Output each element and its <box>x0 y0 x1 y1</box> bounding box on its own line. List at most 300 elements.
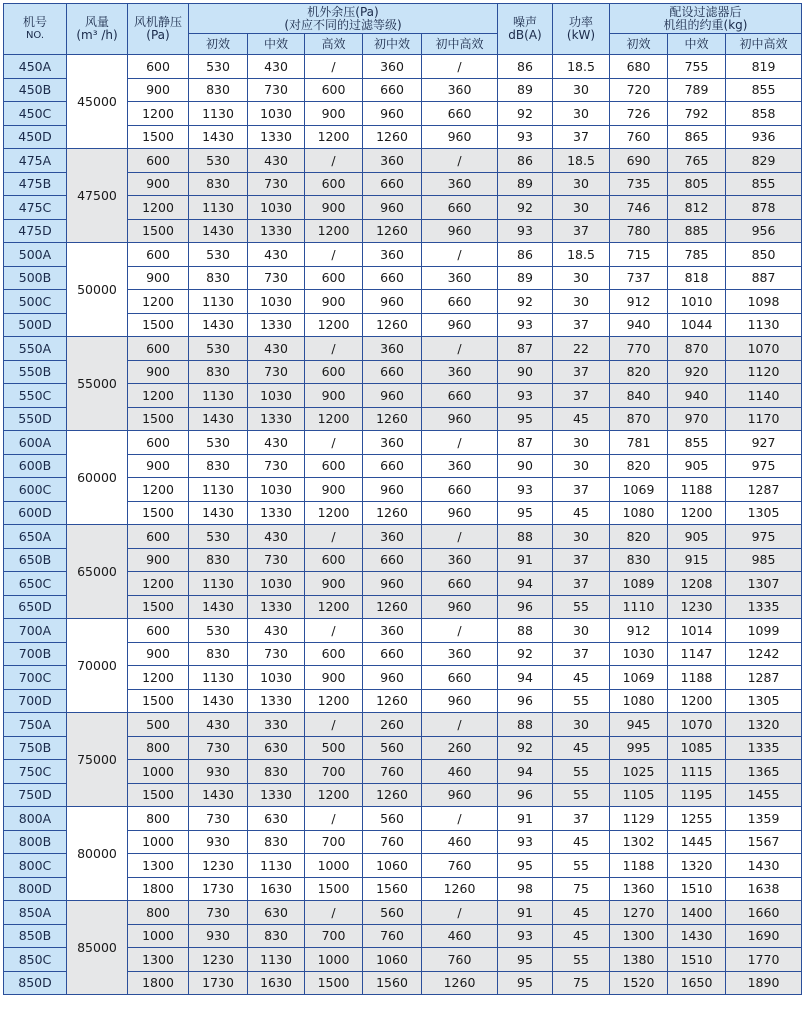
header-airflow-unit: (m³ /h) <box>76 28 118 42</box>
weight-cell: 840 <box>610 384 668 408</box>
weight-cell: 785 <box>668 243 726 267</box>
noise-cell: 93 <box>498 924 553 948</box>
power-cell: 30 <box>553 290 610 314</box>
external-pressure-cell: 660 <box>363 78 422 102</box>
power-cell: 37 <box>553 572 610 596</box>
external-pressure-cell: 600 <box>305 266 363 290</box>
external-pressure-cell: 700 <box>305 760 363 784</box>
power-cell: 30 <box>553 78 610 102</box>
static-pressure-cell: 1000 <box>128 924 189 948</box>
table-row <box>4 901 802 925</box>
static-pressure-cell: 1000 <box>128 830 189 854</box>
external-pressure-cell: 1130 <box>248 948 305 972</box>
weight-cell: 1230 <box>668 595 726 619</box>
weight-cell: 975 <box>726 525 802 549</box>
weight-cell: 780 <box>610 219 668 243</box>
external-pressure-cell: 830 <box>248 830 305 854</box>
external-pressure-cell: 360 <box>363 431 422 455</box>
external-pressure-cell: / <box>422 901 498 925</box>
weight-cell: 940 <box>610 313 668 337</box>
noise-cell: 86 <box>498 243 553 267</box>
noise-cell: 90 <box>498 454 553 478</box>
external-pressure-cell: 830 <box>189 266 248 290</box>
external-pressure-cell: 1260 <box>363 783 422 807</box>
power-cell: 45 <box>553 407 610 431</box>
header-ext-level: 初中效 <box>363 34 422 55</box>
external-pressure-cell: 1130 <box>189 384 248 408</box>
external-pressure-cell: 660 <box>363 172 422 196</box>
external-pressure-cell: 660 <box>363 266 422 290</box>
external-pressure-cell: 1430 <box>189 125 248 149</box>
external-pressure-cell: 730 <box>248 78 305 102</box>
noise-cell: 95 <box>498 854 553 878</box>
header-power <box>553 4 610 55</box>
weight-cell: 781 <box>610 431 668 455</box>
weight-cell: 726 <box>610 102 668 126</box>
weight-cell: 1098 <box>726 290 802 314</box>
external-pressure-cell: 1330 <box>248 407 305 431</box>
external-pressure-cell: 830 <box>189 548 248 572</box>
power-cell: 30 <box>553 172 610 196</box>
noise-cell: 86 <box>498 55 553 79</box>
model-cell: 700C <box>4 666 67 690</box>
weight-cell: 1455 <box>726 783 802 807</box>
external-pressure-cell: 1260 <box>363 501 422 525</box>
external-pressure-cell: 660 <box>363 642 422 666</box>
external-pressure-cell: 530 <box>189 55 248 79</box>
external-pressure-cell: 500 <box>305 736 363 760</box>
external-pressure-cell: 830 <box>248 924 305 948</box>
weight-cell: 746 <box>610 196 668 220</box>
model-cell: 450D <box>4 125 67 149</box>
external-pressure-cell: / <box>305 149 363 173</box>
weight-cell: 855 <box>726 78 802 102</box>
static-pressure-cell: 1500 <box>128 219 189 243</box>
model-cell: 475A <box>4 149 67 173</box>
external-pressure-cell: 1630 <box>248 971 305 995</box>
external-pressure-cell: 1130 <box>189 478 248 502</box>
power-cell: 55 <box>553 689 610 713</box>
static-pressure-cell: 1200 <box>128 196 189 220</box>
header-external <box>189 4 498 34</box>
header-weight-level: 初中高效 <box>726 34 802 55</box>
header-airflow-label: 风量 <box>84 15 109 29</box>
weight-cell: 1208 <box>668 572 726 596</box>
power-cell: 45 <box>553 736 610 760</box>
header-static-label: 风机静压 <box>133 15 182 29</box>
model-cell: 650C <box>4 572 67 596</box>
external-pressure-cell: 430 <box>248 619 305 643</box>
power-cell: 30 <box>553 102 610 126</box>
external-pressure-cell: 660 <box>363 548 422 572</box>
weight-cell: 1335 <box>726 736 802 760</box>
model-group <box>4 807 802 901</box>
airflow-cell: 70000 <box>67 619 128 713</box>
airflow-cell: 47500 <box>67 149 128 243</box>
weight-cell: 818 <box>668 266 726 290</box>
external-pressure-cell: 960 <box>363 196 422 220</box>
noise-cell: 95 <box>498 971 553 995</box>
model-group <box>4 901 802 995</box>
external-pressure-cell: 1330 <box>248 689 305 713</box>
external-pressure-cell: 360 <box>363 525 422 549</box>
weight-cell: 956 <box>726 219 802 243</box>
external-pressure-cell: 1030 <box>248 196 305 220</box>
external-pressure-cell: 700 <box>305 924 363 948</box>
weight-cell: 1070 <box>668 713 726 737</box>
weight-cell: 936 <box>726 125 802 149</box>
model-cell: 450C <box>4 102 67 126</box>
noise-cell: 93 <box>498 384 553 408</box>
weight-cell: 1044 <box>668 313 726 337</box>
model-cell: 800A <box>4 807 67 831</box>
external-pressure-cell: 560 <box>363 807 422 831</box>
power-cell: 22 <box>553 337 610 361</box>
external-pressure-cell: 360 <box>363 55 422 79</box>
weight-cell: 715 <box>610 243 668 267</box>
external-pressure-cell: 1330 <box>248 501 305 525</box>
external-pressure-cell: 360 <box>363 337 422 361</box>
noise-cell: 89 <box>498 266 553 290</box>
noise-cell: 89 <box>498 172 553 196</box>
table-header <box>4 4 802 55</box>
weight-cell: 885 <box>668 219 726 243</box>
external-pressure-cell: 360 <box>363 149 422 173</box>
external-pressure-cell: 1030 <box>248 290 305 314</box>
table-row <box>4 807 802 831</box>
power-cell: 30 <box>553 196 610 220</box>
external-pressure-cell: 430 <box>248 55 305 79</box>
external-pressure-cell: 1200 <box>305 125 363 149</box>
model-cell: 600B <box>4 454 67 478</box>
power-cell: 55 <box>553 948 610 972</box>
noise-cell: 92 <box>498 736 553 760</box>
external-pressure-cell: / <box>422 337 498 361</box>
external-pressure-cell: / <box>422 713 498 737</box>
power-cell: 45 <box>553 501 610 525</box>
external-pressure-cell: 460 <box>422 830 498 854</box>
external-pressure-cell: 960 <box>422 219 498 243</box>
noise-cell: 86 <box>498 149 553 173</box>
weight-cell: 1567 <box>726 830 802 854</box>
weight-cell: 1510 <box>668 877 726 901</box>
external-pressure-cell: / <box>422 243 498 267</box>
weight-cell: 1080 <box>610 689 668 713</box>
external-pressure-cell: 1130 <box>189 196 248 220</box>
airflow-cell: 60000 <box>67 431 128 525</box>
power-cell: 30 <box>553 454 610 478</box>
external-pressure-cell: 630 <box>248 736 305 760</box>
static-pressure-cell: 1200 <box>128 666 189 690</box>
external-pressure-cell: 960 <box>363 102 422 126</box>
spec-table <box>3 3 802 995</box>
noise-cell: 93 <box>498 830 553 854</box>
weight-cell: 829 <box>726 149 802 173</box>
weight-cell: 805 <box>668 172 726 196</box>
power-cell: 30 <box>553 713 610 737</box>
external-pressure-cell: 1200 <box>305 313 363 337</box>
weight-cell: 1080 <box>610 501 668 525</box>
external-pressure-cell: 630 <box>248 901 305 925</box>
external-pressure-cell: 360 <box>422 266 498 290</box>
weight-cell: 927 <box>726 431 802 455</box>
static-pressure-cell: 1500 <box>128 125 189 149</box>
weight-cell: 1130 <box>726 313 802 337</box>
weight-cell: 1770 <box>726 948 802 972</box>
external-pressure-cell: 830 <box>189 642 248 666</box>
external-pressure-cell: 600 <box>305 78 363 102</box>
external-pressure-cell: 1330 <box>248 595 305 619</box>
noise-cell: 92 <box>498 290 553 314</box>
external-pressure-cell: 1130 <box>189 666 248 690</box>
weight-cell: 1335 <box>726 595 802 619</box>
weight-cell: 1520 <box>610 971 668 995</box>
external-pressure-cell: 900 <box>305 478 363 502</box>
static-pressure-cell: 800 <box>128 807 189 831</box>
weight-cell: 1147 <box>668 642 726 666</box>
model-group <box>4 525 802 619</box>
external-pressure-cell: 900 <box>305 666 363 690</box>
weight-cell: 1140 <box>726 384 802 408</box>
static-pressure-cell: 600 <box>128 55 189 79</box>
external-pressure-cell: 830 <box>189 360 248 384</box>
external-pressure-cell: 760 <box>422 854 498 878</box>
weight-cell: 1287 <box>726 478 802 502</box>
external-pressure-cell: 600 <box>305 454 363 478</box>
weight-cell: 1307 <box>726 572 802 596</box>
static-pressure-cell: 500 <box>128 713 189 737</box>
external-pressure-cell: 630 <box>248 807 305 831</box>
power-cell: 37 <box>553 219 610 243</box>
external-pressure-cell: 900 <box>305 290 363 314</box>
model-cell: 700B <box>4 642 67 666</box>
noise-cell: 91 <box>498 901 553 925</box>
external-pressure-cell: 1630 <box>248 877 305 901</box>
external-pressure-cell: 600 <box>305 360 363 384</box>
weight-cell: 830 <box>610 548 668 572</box>
external-pressure-cell: 600 <box>305 548 363 572</box>
external-pressure-cell: 660 <box>422 478 498 502</box>
noise-cell: 93 <box>498 219 553 243</box>
external-pressure-cell: 1060 <box>363 948 422 972</box>
external-pressure-cell: 960 <box>422 501 498 525</box>
external-pressure-cell: 730 <box>189 807 248 831</box>
header-noise <box>498 4 553 55</box>
weight-cell: 1070 <box>726 337 802 361</box>
external-pressure-cell: 1200 <box>305 407 363 431</box>
external-pressure-cell: / <box>305 901 363 925</box>
noise-cell: 87 <box>498 431 553 455</box>
external-pressure-cell: 1000 <box>305 948 363 972</box>
noise-cell: 95 <box>498 948 553 972</box>
weight-cell: 1089 <box>610 572 668 596</box>
model-group <box>4 431 802 525</box>
noise-cell: 95 <box>498 501 553 525</box>
external-pressure-cell: 530 <box>189 431 248 455</box>
header-power-label: 功率 <box>568 15 593 29</box>
weight-cell: 1014 <box>668 619 726 643</box>
external-pressure-cell: 1000 <box>305 854 363 878</box>
external-pressure-cell: 1330 <box>248 125 305 149</box>
external-pressure-cell: 1130 <box>189 290 248 314</box>
noise-cell: 93 <box>498 478 553 502</box>
static-pressure-cell: 1800 <box>128 877 189 901</box>
weight-cell: 1320 <box>726 713 802 737</box>
weight-cell: 1255 <box>668 807 726 831</box>
model-cell: 500C <box>4 290 67 314</box>
table-row <box>4 619 802 643</box>
weight-cell: 720 <box>610 78 668 102</box>
external-pressure-cell: 1030 <box>248 572 305 596</box>
external-pressure-cell: 360 <box>363 619 422 643</box>
weight-cell: 1430 <box>668 924 726 948</box>
external-pressure-cell: 1330 <box>248 219 305 243</box>
noise-cell: 95 <box>498 407 553 431</box>
weight-cell: 1170 <box>726 407 802 431</box>
weight-cell: 1242 <box>726 642 802 666</box>
noise-cell: 92 <box>498 196 553 220</box>
external-pressure-cell: 760 <box>422 948 498 972</box>
weight-cell: 1105 <box>610 783 668 807</box>
weight-cell: 1380 <box>610 948 668 972</box>
table-row <box>4 525 802 549</box>
external-pressure-cell: 1430 <box>189 689 248 713</box>
weight-cell: 940 <box>668 384 726 408</box>
static-pressure-cell: 900 <box>128 454 189 478</box>
static-pressure-cell: 800 <box>128 901 189 925</box>
static-pressure-cell: 900 <box>128 548 189 572</box>
weight-cell: 1120 <box>726 360 802 384</box>
external-pressure-cell: 1130 <box>189 572 248 596</box>
static-pressure-cell: 1500 <box>128 689 189 713</box>
weight-cell: 690 <box>610 149 668 173</box>
model-group <box>4 619 802 713</box>
external-pressure-cell: 530 <box>189 619 248 643</box>
weight-cell: 770 <box>610 337 668 361</box>
external-pressure-cell: 1260 <box>422 971 498 995</box>
weight-cell: 1400 <box>668 901 726 925</box>
weight-cell: 1099 <box>726 619 802 643</box>
table-row <box>4 55 802 79</box>
header-weight-label: 配设过滤器后 <box>669 4 742 19</box>
model-cell: 750A <box>4 713 67 737</box>
model-cell: 800C <box>4 854 67 878</box>
static-pressure-cell: 1200 <box>128 290 189 314</box>
weight-cell: 912 <box>610 619 668 643</box>
external-pressure-cell: 760 <box>363 830 422 854</box>
external-pressure-cell: / <box>422 149 498 173</box>
external-pressure-cell: 1560 <box>363 877 422 901</box>
weight-cell: 912 <box>610 290 668 314</box>
static-pressure-cell: 1500 <box>128 407 189 431</box>
external-pressure-cell: 530 <box>189 243 248 267</box>
weight-cell: 1302 <box>610 830 668 854</box>
header-model <box>4 4 67 55</box>
external-pressure-cell: 1430 <box>189 219 248 243</box>
weight-cell: 1690 <box>726 924 802 948</box>
weight-cell: 1660 <box>726 901 802 925</box>
power-cell: 30 <box>553 619 610 643</box>
power-cell: 45 <box>553 901 610 925</box>
external-pressure-cell: 1130 <box>189 102 248 126</box>
external-pressure-cell: 830 <box>189 454 248 478</box>
airflow-cell: 55000 <box>67 337 128 431</box>
power-cell: 18.5 <box>553 149 610 173</box>
weight-cell: 1445 <box>668 830 726 854</box>
external-pressure-cell: 660 <box>422 666 498 690</box>
model-cell: 475B <box>4 172 67 196</box>
static-pressure-cell: 1500 <box>128 313 189 337</box>
weight-cell: 970 <box>668 407 726 431</box>
model-cell: 650D <box>4 595 67 619</box>
external-pressure-cell: 1260 <box>363 407 422 431</box>
static-pressure-cell: 900 <box>128 360 189 384</box>
weight-cell: 1638 <box>726 877 802 901</box>
power-cell: 37 <box>553 125 610 149</box>
external-pressure-cell: 730 <box>248 172 305 196</box>
table-row <box>4 243 802 267</box>
external-pressure-cell: 760 <box>363 760 422 784</box>
power-cell: 55 <box>553 783 610 807</box>
weight-cell: 1110 <box>610 595 668 619</box>
power-cell: 37 <box>553 807 610 831</box>
weight-cell: 920 <box>668 360 726 384</box>
model-cell: 500D <box>4 313 67 337</box>
external-pressure-cell: 1500 <box>305 877 363 901</box>
noise-cell: 89 <box>498 78 553 102</box>
external-pressure-cell: 900 <box>305 384 363 408</box>
external-pressure-cell: 900 <box>305 102 363 126</box>
weight-cell: 1115 <box>668 760 726 784</box>
weight-cell: 1010 <box>668 290 726 314</box>
model-cell: 750B <box>4 736 67 760</box>
model-cell: 750C <box>4 760 67 784</box>
external-pressure-cell: 1260 <box>363 595 422 619</box>
model-cell: 500A <box>4 243 67 267</box>
external-pressure-cell: 730 <box>248 454 305 478</box>
noise-cell: 91 <box>498 807 553 831</box>
external-pressure-cell: 960 <box>363 290 422 314</box>
model-cell: 800D <box>4 877 67 901</box>
model-cell: 550D <box>4 407 67 431</box>
external-pressure-cell: 330 <box>248 713 305 737</box>
power-cell: 37 <box>553 548 610 572</box>
airflow-cell: 65000 <box>67 525 128 619</box>
external-pressure-cell: 1430 <box>189 407 248 431</box>
weight-cell: 1195 <box>668 783 726 807</box>
power-cell: 45 <box>553 830 610 854</box>
external-pressure-cell: 660 <box>422 290 498 314</box>
weight-cell: 870 <box>668 337 726 361</box>
weight-cell: 985 <box>726 548 802 572</box>
weight-cell: 1069 <box>610 478 668 502</box>
static-pressure-cell: 600 <box>128 431 189 455</box>
external-pressure-cell: 1260 <box>422 877 498 901</box>
table-row <box>4 337 802 361</box>
external-pressure-cell: / <box>305 713 363 737</box>
table-row <box>4 431 802 455</box>
weight-cell: 1188 <box>610 854 668 878</box>
header-power-unit: (kW) <box>566 28 596 42</box>
power-cell: 18.5 <box>553 243 610 267</box>
external-pressure-cell: 460 <box>422 760 498 784</box>
external-pressure-cell: 730 <box>248 548 305 572</box>
static-pressure-cell: 900 <box>128 172 189 196</box>
noise-cell: 93 <box>498 313 553 337</box>
external-pressure-cell: 1200 <box>305 501 363 525</box>
power-cell: 30 <box>553 431 610 455</box>
external-pressure-cell: 930 <box>189 760 248 784</box>
